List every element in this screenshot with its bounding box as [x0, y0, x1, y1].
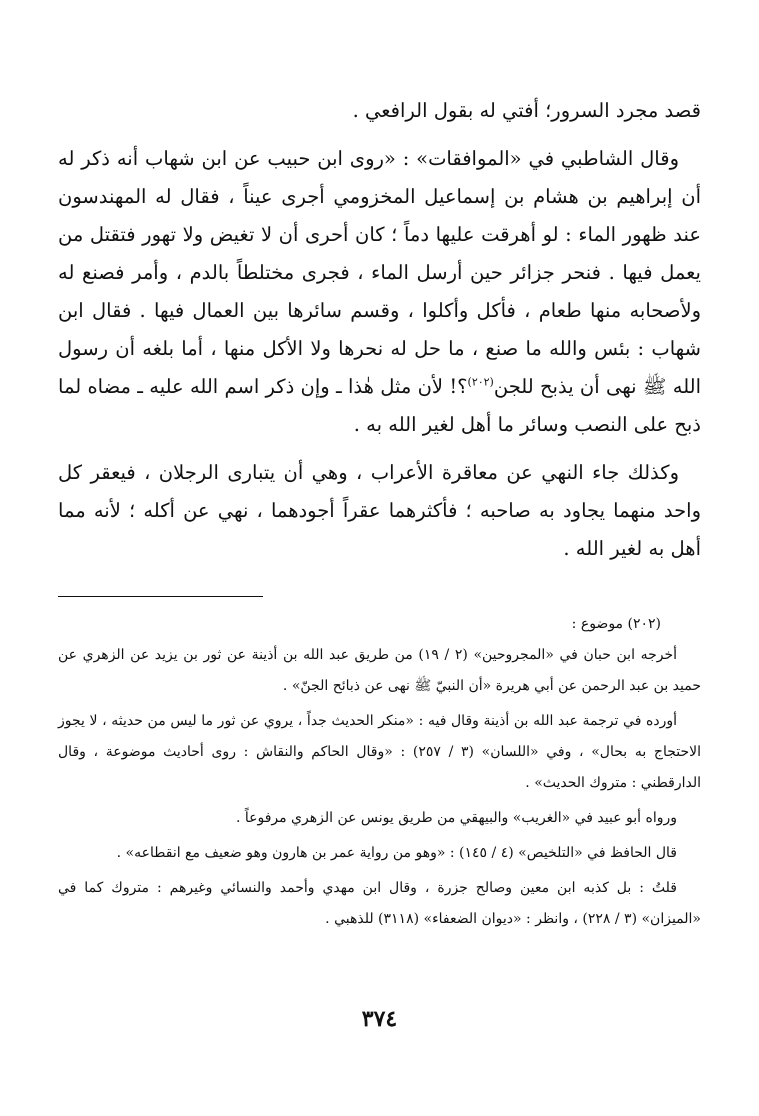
page-body	[58, 92, 701, 935]
footnote-paragraph: قال الحافظ في «التلخيص» (٤ / ١٤٥) : «وهو من رواية عمر بن هارون وهو ضعيف مع انقطاعه» .	[116, 845, 677, 861]
footnote-paragraph: أخرجه ابن حبان في «المجروحين» (٢ / ١٩) من طريق عبد الله بن أذينة عن ثور بن يزيد عن الزهري عن حميد بن عبد الرحمن عن أبي هريرة «أن النبيّ ﷺ نهى عن ذبائح الجنّ» .	[58, 647, 701, 694]
footnote-divider	[58, 596, 263, 597]
paragraph-3: وكذلك جاء النهي عن معاقرة الأعراب ، وهي أن يتبارى الرجلان ، فيعقر كل واحد منهما يجاود به صاحبه ؛ فأكثرهما عقراً أجودهما ، نهي عن أكله ؛ لأنه مما أهل به لغير الله .	[58, 461, 701, 560]
paragraph-2-text-b: ؟! لأن مثل هٰذا ـ وإن ذكر اسم الله عليه ـ مضاه لما ذبح على النصب وسائر ما أهل لغير الله به .	[58, 375, 701, 436]
footnote-paragraph: ورواه أبو عبيد في «الغريب» والبيهقي من طريق يونس عن الزهري مرفوعاً .	[235, 810, 677, 826]
page-number: ٣٧٤	[361, 1006, 398, 1032]
footnotes	[58, 609, 701, 935]
footnote-heading: (٢٠٢) موضوع :	[571, 616, 661, 632]
footnote-reference[interactable]: (٢٠٢)	[467, 375, 494, 389]
footnote-paragraph: أورده في ترجمة عبد الله بن أذينة وقال فيه : «منكر الحديث جداً ، يروي عن ثور ما ليس من حديثه ، لا يجوز الاحتجاج به بحال» ، وفي «اللسان» (٣ / ٢٥٧) : «وقال الحاكم والنقاش : روى أحاديث موضوعة ، وقال الدارقطني : متروك الحديث» .	[58, 713, 701, 791]
paragraph-1: قصد مجرد السرور؛ أفتي له بقول الرافعي .	[352, 99, 701, 122]
paragraph-2-text-a: وقال الشاطبي في «الموافقات» : «روى ابن حبيب عن ابن شهاب أنه ذكر له أن إبراهيم بن هشام بن إسماعيل المخزومي أجرى عيناً ، فقال له المهندسون عند ظهور الماء : لو أهرقت عليها دماً ؛ كان أحرى أن لا تغيض ولا تهور فتقتل من يعمل فيها . فنحر جزائر حين أرسل الماء ، فجرى مختلطاً بالدم ، وأمر فصنع له ولأصحابه منها طعام ، فأكل وأكلوا ، وقسم سائرها بين العمال فيها . فقال ابن شهاب : بئس والله ما صنع ، ما حل له نحرها ولا الأكل منها ، أما بلغه أن رسول الله ﷺ نهى أن يذبح للجن	[58, 147, 702, 398]
paragraph-2	[58, 140, 701, 444]
footnote-paragraph: قلتُ : بل كذبه ابن معين وصالح جزرة ، وقال ابن مهدي وأحمد والنسائي وغيرهم : متروك كما في «الميزان» (٣ / ٢٢٨) ، وانظر : «ديوان الضعفاء» (٣١١٨) للذهبي .	[58, 880, 701, 927]
